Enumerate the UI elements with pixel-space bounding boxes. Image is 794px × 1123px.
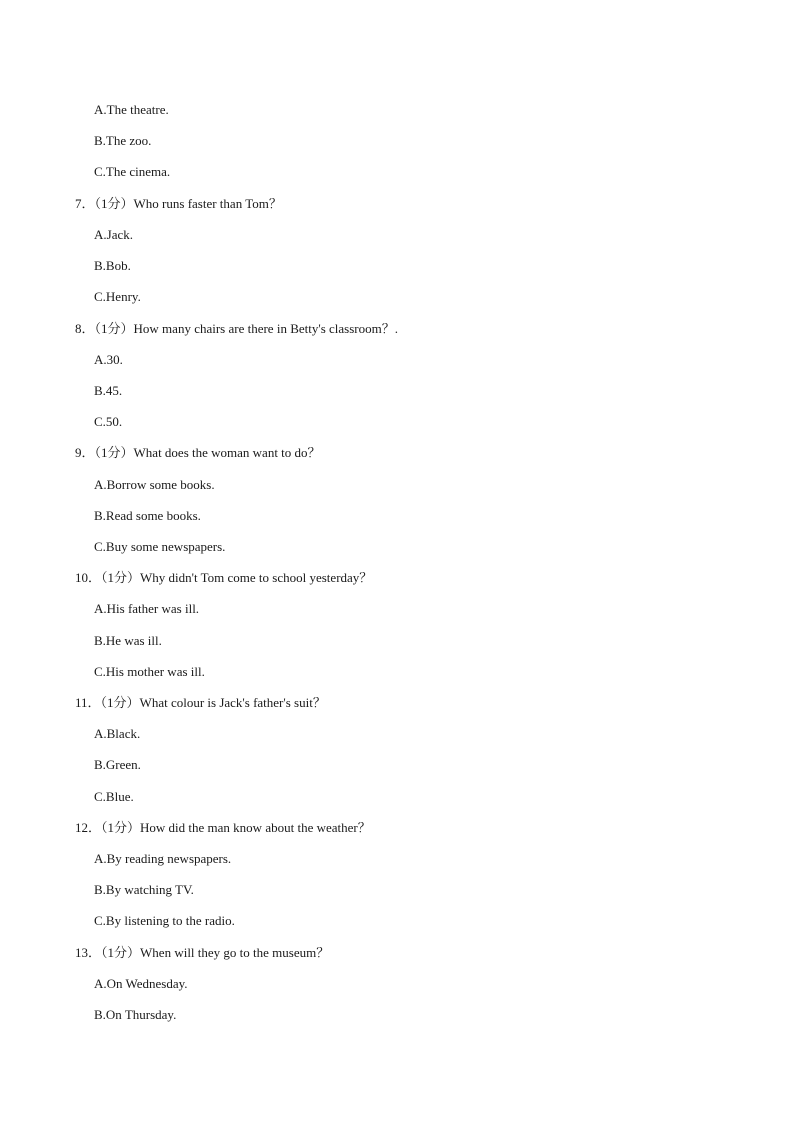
q9-option-b: B.Read some books. bbox=[94, 508, 201, 523]
question-score: （1分） bbox=[101, 945, 141, 960]
question-number: 10． bbox=[75, 570, 102, 585]
question-number: 8． bbox=[75, 321, 95, 336]
question-number: 9． bbox=[75, 445, 95, 460]
question-score: （1分） bbox=[101, 820, 141, 835]
q10-option-a: A.His father was ill. bbox=[94, 601, 200, 616]
question-text: What does the woman want to do？ bbox=[133, 445, 321, 460]
q6-option-c: C.The cinema. bbox=[94, 164, 171, 179]
q7-option-c: C.Henry. bbox=[94, 289, 141, 304]
question-text: How did the man know about the weather？ bbox=[140, 820, 371, 835]
question-7 bbox=[75, 196, 282, 212]
question-score: （1分） bbox=[100, 695, 140, 710]
q12-option-c: C.By listening to the radio. bbox=[94, 913, 235, 928]
q6-option-b: B.The zoo. bbox=[94, 133, 152, 148]
q7-option-a: A.Jack. bbox=[94, 227, 133, 242]
q8-option-a: A.30. bbox=[94, 352, 123, 367]
question-8 bbox=[75, 321, 398, 337]
q11-option-b: B.Green. bbox=[94, 757, 141, 772]
question-score: （1分） bbox=[101, 570, 141, 585]
q6-option-a: A.The theatre. bbox=[94, 102, 169, 117]
q7-option-b: B.Bob. bbox=[94, 258, 131, 273]
question-number: 12． bbox=[75, 820, 102, 835]
question-text: Why didn't Tom come to school yesterday？ bbox=[140, 570, 373, 585]
q12-option-b: B.By watching TV. bbox=[94, 882, 194, 897]
question-number: 11． bbox=[75, 695, 101, 710]
question-13 bbox=[75, 945, 329, 961]
question-score: （1分） bbox=[94, 445, 134, 460]
question-number: 7． bbox=[75, 196, 95, 211]
q9-option-a: A.Borrow some books. bbox=[94, 477, 215, 492]
question-10 bbox=[75, 570, 372, 586]
question-11 bbox=[75, 695, 326, 711]
question-number: 13． bbox=[75, 945, 102, 960]
q12-option-a: A.By reading newspapers. bbox=[94, 851, 232, 866]
question-9 bbox=[75, 445, 321, 461]
question-12 bbox=[75, 820, 371, 836]
question-score: （1分） bbox=[94, 321, 134, 336]
q11-option-c: C.Blue. bbox=[94, 789, 134, 804]
question-text: Who runs faster than Tom？ bbox=[133, 196, 282, 211]
q11-option-a: A.Black. bbox=[94, 726, 141, 741]
question-text: How many chairs are there in Betty's classroom？. bbox=[133, 321, 398, 336]
q10-option-b: B.He was ill. bbox=[94, 633, 162, 648]
q8-option-b: B.45. bbox=[94, 383, 123, 398]
q13-option-b: B.On Thursday. bbox=[94, 1007, 177, 1022]
q13-option-a: A.On Wednesday. bbox=[94, 976, 188, 991]
question-score: （1分） bbox=[94, 196, 134, 211]
q10-option-c: C.His mother was ill. bbox=[94, 664, 205, 679]
q9-option-c: C.Buy some newspapers. bbox=[94, 539, 226, 554]
q8-option-c: C.50. bbox=[94, 414, 123, 429]
question-text: When will they go to the museum？ bbox=[140, 945, 330, 960]
question-text: What colour is Jack's father's suit？ bbox=[139, 695, 326, 710]
